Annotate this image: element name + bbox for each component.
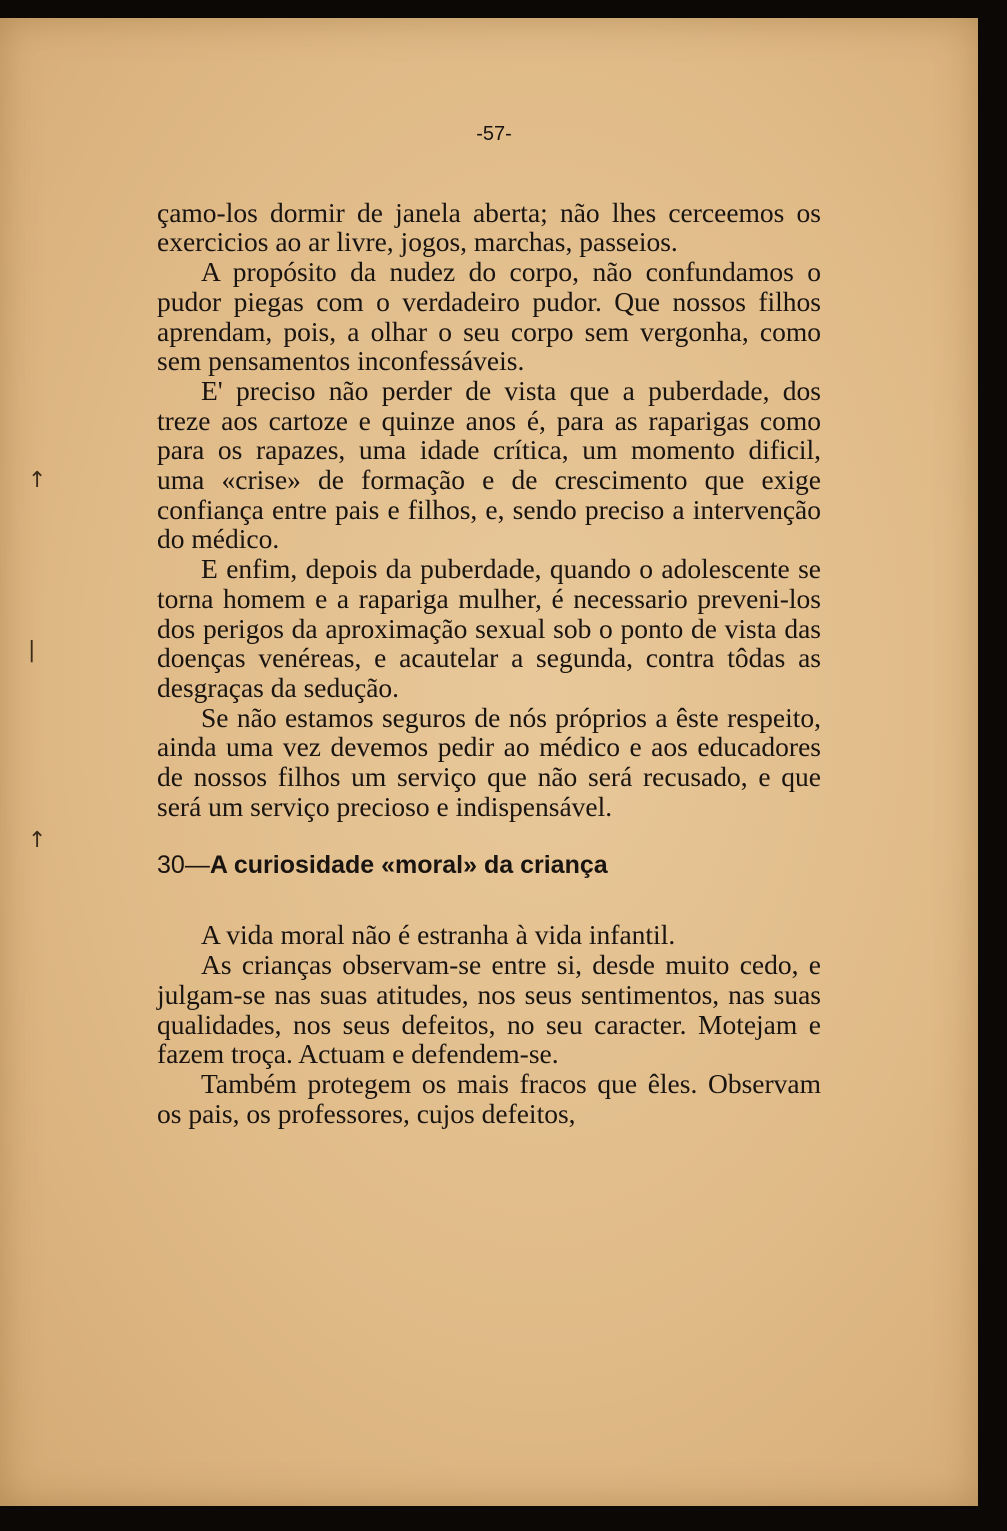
binding-thread-mark: ↑ xyxy=(28,828,47,853)
paragraph: A vida moral não é estranha à vida infantil. xyxy=(201,919,676,951)
section-heading xyxy=(157,850,821,880)
section-title: A curiosidade «moral» da criança xyxy=(209,851,608,880)
paragraph: A propósito da nudez do corpo, não confundamos o pudor piegas com o verdadeiro pudor. Que nossos filhos aprendam, pois, a olhar o seu corpo sem vergonha, como sem pensamentos inconfessáveis. xyxy=(157,256,821,377)
scan-edge-right xyxy=(978,0,1007,1531)
paragraph: çamo-los dormir de janela aberta; não lhes cerceemos os exercicios ao ar livre, jogos, marchas, passeios. xyxy=(157,196,821,258)
paragraph: Também protegem os mais fracos que êles. Observam os pais, os professores, cujos defeitos, xyxy=(157,1067,821,1129)
page-number: -57- xyxy=(476,123,512,145)
binding-thread-mark: ↑ xyxy=(28,468,47,493)
paragraph: E enfim, depois da puberdade, quando o adolescente se torna homem e a rapariga mulher, é necessario preveni-los dos perigos da aproximação sexual sob o ponto de vista das doenças venéreas, e acautelar a segunda, contra tôdas as desgraças da sedução. xyxy=(157,553,821,703)
section-number: 30 xyxy=(157,851,185,880)
scan-edge-bottom xyxy=(0,1506,1007,1531)
page-text-block xyxy=(157,120,821,1128)
binding-thread-mark: | xyxy=(28,638,36,663)
paragraph: As crianças observam-se entre si, desde muito cedo, e julgam-se nas suas atitudes, nos seus sentimentos, nas suas qualidades, nos seus defeitos, no seu caracter. Motejam e fazem troça. Actuam e defendem-se. xyxy=(157,949,821,1070)
paragraph: Se não estamos seguros de nós próprios a êste respeito, ainda uma vez devemos pedir ao médico e aos educadores de nossos filhos um serviço que não será recusado, e que será um serviço precioso e indispensável. xyxy=(157,701,821,822)
paragraph: E' preciso não perder de vista que a puberdade, dos treze aos cartoze e quinze anos é, para as raparigas como para os rapazes, uma idade crítica, um momento dificil, uma «crise» de formação e de crescimento que exige confiança entre pais e filhos, e, sendo preciso a intervenção do médico. xyxy=(157,374,821,555)
section-dash: — xyxy=(184,851,210,880)
